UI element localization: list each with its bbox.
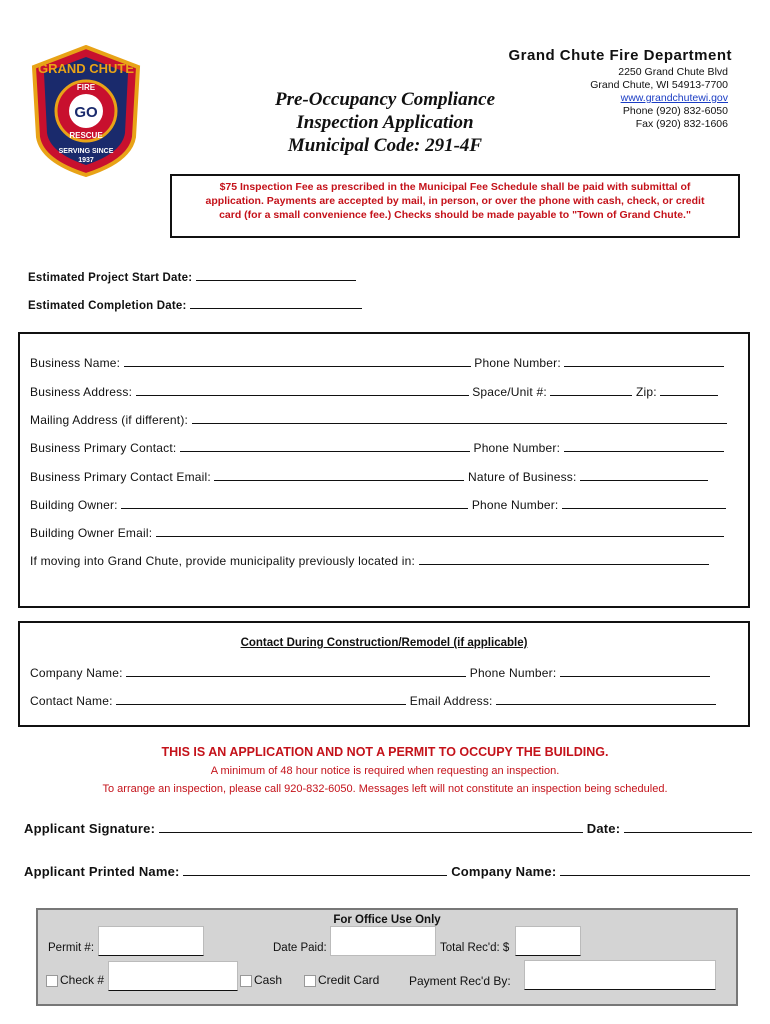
- construction-contact-row: [30, 692, 716, 708]
- building-owner-field[interactable]: [121, 496, 468, 509]
- phone-field-3[interactable]: [562, 496, 726, 509]
- permit-field[interactable]: [98, 926, 204, 956]
- date-label: Date:: [586, 821, 621, 836]
- permit-label: Permit #:: [48, 942, 95, 954]
- business-name-field[interactable]: [124, 354, 471, 367]
- previous-municipality-field[interactable]: [419, 552, 709, 565]
- mailing-address-field[interactable]: [192, 411, 727, 424]
- fire-dept-logo: [30, 45, 142, 177]
- zip-field[interactable]: [660, 383, 718, 396]
- check-label: Check #: [60, 973, 105, 987]
- svg-text:1937: 1937: [78, 157, 94, 164]
- business-address-field[interactable]: [136, 383, 469, 396]
- mailing-address-label: Mailing Address (if different):: [30, 413, 189, 427]
- company-name-field[interactable]: [560, 863, 750, 876]
- svg-text:SERVING SINCE: SERVING SINCE: [58, 148, 114, 155]
- dept-address-block: [590, 66, 728, 131]
- nature-label: Nature of Business:: [468, 470, 577, 484]
- cash-label: Cash: [254, 973, 283, 987]
- svg-text:GRAND CHUTE: GRAND CHUTE: [37, 61, 135, 76]
- fee-notice-box: [170, 174, 740, 238]
- contact-email-field[interactable]: [214, 468, 464, 481]
- construction-phone-field[interactable]: [560, 664, 710, 677]
- signature-field[interactable]: [159, 820, 583, 833]
- construction-company-field[interactable]: [126, 664, 466, 677]
- fire-dept-badge-icon: [30, 45, 142, 177]
- fee-line-1: $75 Inspection Fee as prescribed in the Municipal Fee Schedule shall be paid with submittal of: [219, 181, 691, 193]
- phone-number: Phone (920) 832-6050: [622, 105, 728, 117]
- completion-date-label: Estimated Completion Date:: [28, 300, 187, 312]
- start-date-row: [28, 268, 356, 284]
- not-a-permit-notice: THIS IS AN APPLICATION AND NOT A PERMIT TO OCCUPY THE BUILDING.: [161, 745, 609, 759]
- date-field[interactable]: [624, 820, 752, 833]
- dept-name: Grand Chute Fire Department: [508, 47, 732, 64]
- mailing-address-row: [30, 411, 727, 427]
- owner-email-field[interactable]: [156, 524, 724, 537]
- primary-contact-row: [30, 439, 724, 455]
- contact-email-row: [30, 468, 708, 484]
- credit-card-checkbox[interactable]: [304, 975, 316, 987]
- signature-label: Applicant Signature:: [24, 821, 156, 836]
- printed-name-row: [24, 863, 750, 879]
- total-received-field[interactable]: [515, 926, 581, 956]
- owner-email-row: [30, 524, 724, 540]
- nature-field[interactable]: [580, 468, 708, 481]
- previous-municipality-label: If moving into Grand Chute, provide municipality previously located in:: [30, 554, 416, 568]
- phone-label-3: Phone Number:: [471, 498, 559, 512]
- contact-email-label: Business Primary Contact Email:: [30, 470, 211, 484]
- construction-contact-field[interactable]: [116, 692, 406, 705]
- phone-label-2: Phone Number:: [473, 441, 561, 455]
- company-name-label: Company Name:: [451, 864, 557, 879]
- received-by-label: Payment Rec'd By:: [409, 974, 511, 988]
- building-owner-label: Building Owner:: [30, 498, 118, 512]
- title-line-2: Inspection Application: [296, 112, 474, 133]
- construction-email-label: Email Address:: [409, 694, 493, 708]
- fax-number: Fax (920) 832-1606: [635, 118, 728, 130]
- zip-label: Zip:: [635, 385, 657, 399]
- svg-text:FIRE: FIRE: [76, 83, 96, 92]
- construction-heading: Contact During Construction/Remodel (if applicable): [240, 637, 528, 649]
- phone-field-1[interactable]: [564, 354, 724, 367]
- cash-checkbox[interactable]: [240, 975, 252, 987]
- phone-field-2[interactable]: [564, 439, 724, 452]
- business-address-row: [30, 383, 718, 399]
- business-name-row: [30, 354, 724, 370]
- owner-email-label: Building Owner Email:: [30, 526, 153, 540]
- svg-text:GO: GO: [74, 104, 98, 121]
- credit-card-row: [304, 973, 379, 987]
- space-unit-label: Space/Unit #:: [472, 385, 547, 399]
- svg-text:RESCUE: RESCUE: [69, 131, 103, 140]
- check-row: [46, 973, 104, 987]
- building-owner-row: [30, 496, 726, 512]
- form-title: [240, 88, 530, 157]
- address-line-1: 2250 Grand Chute Blvd: [618, 66, 728, 78]
- completion-date-row: [28, 296, 362, 312]
- phone-label-1: Phone Number:: [474, 356, 561, 370]
- space-unit-field[interactable]: [550, 383, 632, 396]
- credit-card-label: Credit Card: [318, 973, 380, 987]
- check-checkbox[interactable]: [46, 975, 58, 987]
- fee-line-3: card (for a small convenience fee.) Checks should be made payable to "Town of Grand Chute.": [219, 209, 691, 221]
- start-date-field[interactable]: [196, 268, 356, 281]
- office-use-heading: For Office Use Only: [333, 914, 441, 926]
- construction-company-label: Company Name:: [30, 666, 123, 680]
- primary-contact-label: Business Primary Contact:: [30, 441, 177, 455]
- previous-municipality-row: [30, 552, 709, 568]
- received-by-field[interactable]: [524, 960, 716, 990]
- notice-line-1: A minimum of 48 hour notice is required when requesting an inspection.: [210, 765, 560, 777]
- start-date-label: Estimated Project Start Date:: [28, 272, 193, 284]
- total-received-label: Total Rec'd: $: [440, 942, 510, 954]
- printed-name-label: Applicant Printed Name:: [24, 864, 180, 879]
- check-number-field[interactable]: [108, 961, 238, 991]
- completion-date-field[interactable]: [190, 296, 362, 309]
- address-line-2: Grand Chute, WI 54913-7700: [590, 79, 728, 91]
- construction-contact-label: Contact Name:: [30, 694, 113, 708]
- construction-company-row: [30, 664, 710, 680]
- printed-name-field[interactable]: [183, 863, 447, 876]
- notice-line-2: To arrange an inspection, please call 920-832-6050. Messages left will not constitute an inspection being scheduled.: [102, 783, 668, 795]
- construction-phone-label: Phone Number:: [469, 666, 557, 680]
- cash-row: [240, 973, 282, 987]
- date-paid-field[interactable]: [330, 926, 436, 956]
- fee-line-2: application. Payments are accepted by mail, in person, or over the phone with cash, check, or credit: [205, 195, 705, 207]
- website-link[interactable]: www.grandchutewi.gov: [620, 92, 728, 104]
- date-paid-label: Date Paid:: [273, 942, 327, 954]
- signature-row: [24, 820, 752, 836]
- primary-contact-field[interactable]: [180, 439, 470, 452]
- business-name-label: Business Name:: [30, 356, 121, 370]
- title-line-1: Pre-Occupancy Compliance: [274, 89, 496, 110]
- title-line-3: Municipal Code: 291-4F: [287, 135, 483, 156]
- business-address-label: Business Address:: [30, 385, 133, 399]
- construction-email-field[interactable]: [496, 692, 716, 705]
